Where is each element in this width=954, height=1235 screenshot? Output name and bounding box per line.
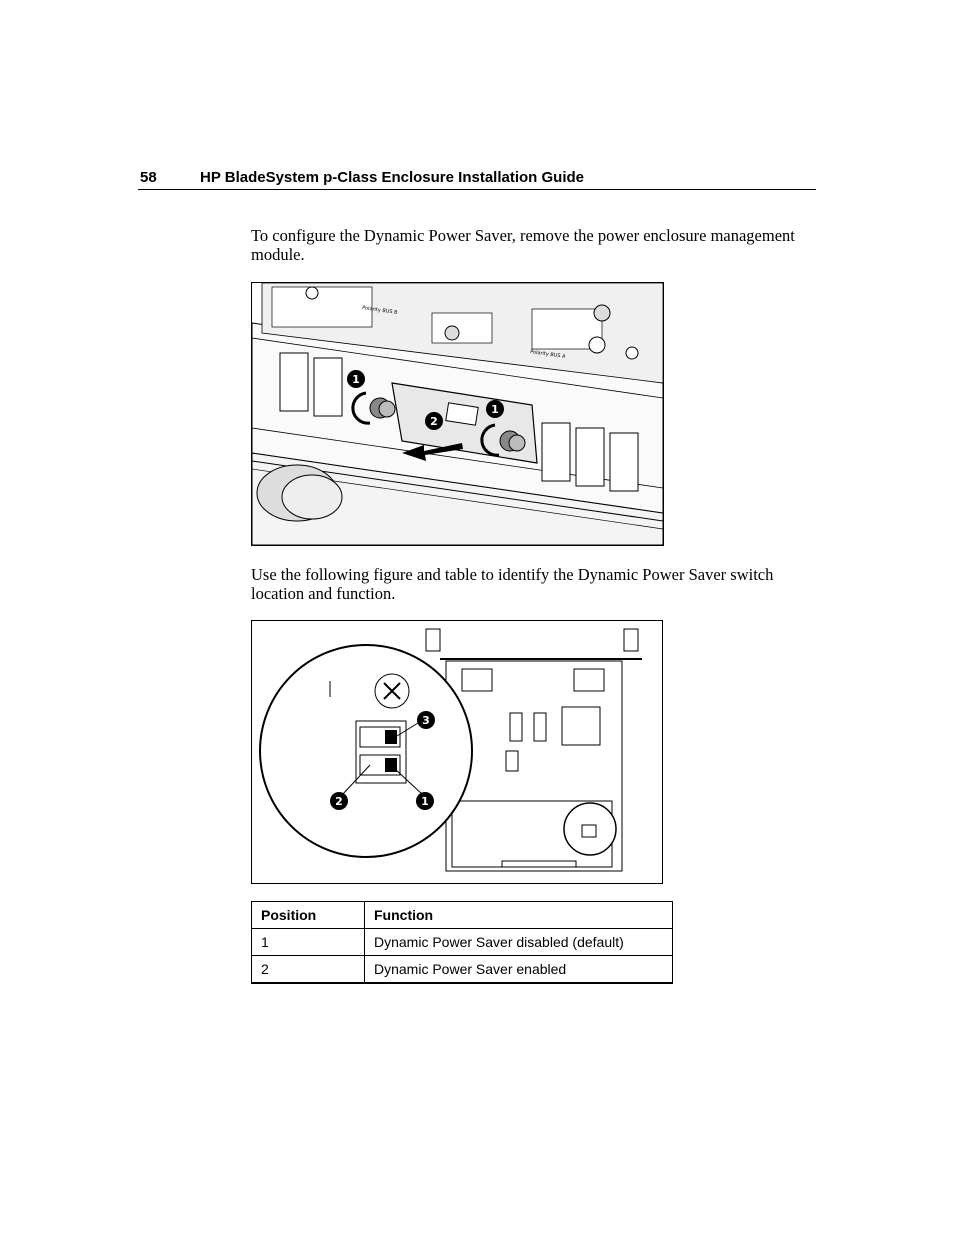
switch-1 [385,758,397,772]
table-header-row [252,902,673,929]
table-row [252,929,673,956]
svg-text:1: 1 [352,373,360,386]
header-function: Function [365,902,673,929]
svg-text:1: 1 [491,403,499,416]
switch-position-table [251,901,673,984]
position-cell: 2 [252,956,365,984]
function-cell: Dynamic Power Saver disabled (default) [365,929,673,956]
figure-remove-module [251,282,664,546]
page-number: 58 [140,169,157,186]
switch-location-illustration [252,621,662,883]
bus-a-label: Polarity BUS A [529,349,566,360]
second-paragraph: Use the following figure and table to identify the Dynamic Power Saver switch location and function. [251,565,774,603]
bus-b-label: Polarity BUS B [361,305,398,316]
table-row [252,956,673,984]
figure-switch-location [251,620,663,884]
intro-paragraph: To configure the Dynamic Power Saver, remove the power enclosure management module. [251,226,795,264]
svg-text:1: 1 [421,795,429,808]
position-cell: 1 [252,929,365,956]
document-title: HP BladeSystem p-Class Enclosure Installation Guide [200,169,585,186]
switch-3 [385,730,397,744]
page-header [138,168,816,190]
svg-text:2: 2 [430,415,438,428]
module-removal-illustration [252,283,663,545]
function-cell: Dynamic Power Saver enabled [365,956,673,984]
header-position: Position [252,902,365,929]
svg-text:3: 3 [422,714,430,727]
svg-text:2: 2 [335,795,343,808]
